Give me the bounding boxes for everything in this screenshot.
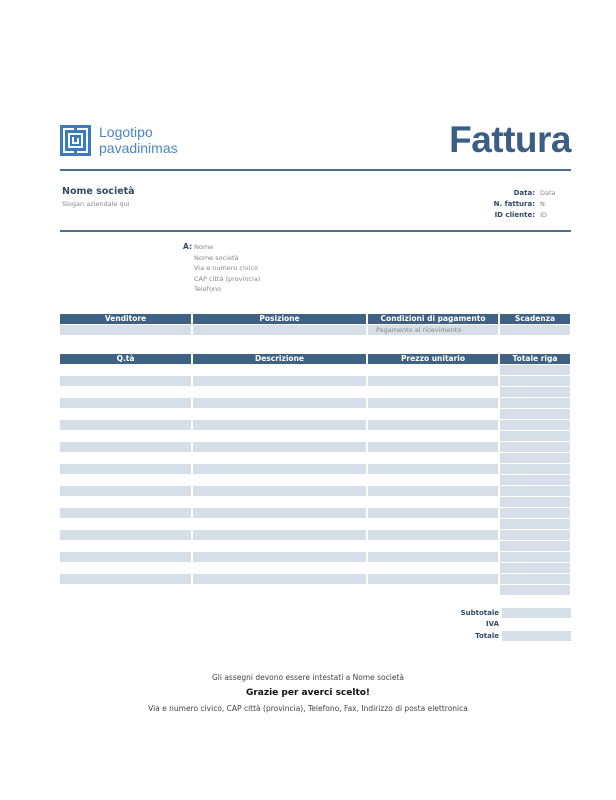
line-total-cell[interactable] — [500, 420, 570, 431]
description-cell[interactable] — [193, 431, 366, 442]
quantity-cell[interactable] — [60, 409, 191, 420]
description-cell[interactable] — [193, 409, 366, 420]
description-cell[interactable] — [193, 475, 366, 486]
col-description: Descrizione — [193, 354, 366, 365]
line-total-cell[interactable] — [500, 519, 570, 530]
unit-price-cell[interactable] — [368, 475, 498, 486]
total-label: Totale — [475, 631, 499, 640]
quantity-cell[interactable] — [60, 387, 191, 398]
due-date-cell[interactable] — [500, 325, 570, 336]
total-value[interactable] — [502, 631, 571, 641]
table-row — [60, 497, 570, 508]
table-row — [60, 431, 570, 442]
table-row — [60, 519, 570, 530]
subtotal-row — [430, 607, 571, 619]
description-cell[interactable] — [193, 530, 366, 541]
recipient-company: Nome società — [194, 253, 239, 262]
total-row — [430, 630, 571, 642]
unit-price-cell[interactable] — [368, 387, 498, 398]
col-payment-terms: Condizioni di pagamento — [368, 314, 498, 325]
description-cell[interactable] — [193, 442, 366, 453]
sales-table — [58, 314, 572, 336]
description-cell[interactable] — [193, 486, 366, 497]
line-total-cell[interactable] — [500, 475, 570, 486]
totals-block — [430, 607, 571, 642]
company-slogan: Slogan aziendale qui — [62, 200, 130, 208]
invoice-meta — [436, 188, 576, 221]
tax-value[interactable] — [502, 619, 571, 629]
quantity-cell[interactable] — [60, 398, 191, 409]
checks-note: Gli assegni devono essere intestati a Nome società — [211, 673, 405, 682]
quantity-cell[interactable] — [60, 453, 191, 464]
unit-price-cell[interactable] — [368, 563, 498, 574]
table-row — [60, 325, 570, 336]
col-position: Posizione — [193, 314, 366, 325]
description-cell[interactable] — [193, 519, 366, 530]
col-quantity: Q.tà — [60, 354, 191, 365]
payment-terms-cell[interactable]: Pagamento al ricevimento — [368, 325, 498, 336]
line-total-cell[interactable] — [500, 497, 570, 508]
description-cell[interactable] — [193, 541, 366, 552]
position-cell[interactable] — [193, 325, 366, 336]
company-name: Nome società — [62, 186, 135, 197]
description-cell[interactable] — [193, 376, 366, 387]
unit-price-cell[interactable] — [368, 530, 498, 541]
description-cell[interactable] — [193, 508, 366, 519]
description-cell[interactable] — [193, 420, 366, 431]
meta-invoice-number — [436, 199, 576, 210]
table-row — [60, 530, 570, 541]
quantity-cell[interactable] — [60, 486, 191, 497]
table-row — [60, 376, 570, 387]
recipient-block — [183, 242, 261, 293]
line-total-cell[interactable] — [500, 486, 570, 497]
quantity-cell[interactable] — [60, 376, 191, 387]
description-cell[interactable] — [193, 398, 366, 409]
logo-line-1: Logotipo — [99, 124, 153, 140]
unit-price-cell[interactable] — [368, 365, 498, 376]
quantity-cell[interactable] — [60, 519, 191, 530]
col-line-total: Totale riga — [500, 354, 570, 365]
meta-customer-id — [436, 210, 576, 221]
quantity-cell[interactable] — [60, 497, 191, 508]
description-cell[interactable] — [193, 585, 366, 596]
quantity-cell[interactable] — [60, 475, 191, 486]
unit-price-cell[interactable] — [368, 541, 498, 552]
line-total-cell[interactable] — [500, 442, 570, 453]
unit-price-cell[interactable] — [368, 431, 498, 442]
quantity-cell[interactable] — [60, 563, 191, 574]
meta-label: ID cliente: — [494, 211, 535, 219]
unit-price-cell[interactable] — [368, 420, 498, 431]
recipient-city: CAP città (provincia) — [194, 274, 261, 283]
table-row — [60, 398, 570, 409]
logo-text — [99, 125, 178, 156]
quantity-cell[interactable] — [60, 552, 191, 563]
table-row — [60, 453, 570, 464]
description-cell[interactable] — [193, 365, 366, 376]
line-total-cell[interactable] — [500, 508, 570, 519]
quantity-cell[interactable] — [60, 431, 191, 442]
unit-price-cell[interactable] — [368, 464, 498, 475]
table-row — [60, 486, 570, 497]
recipient-phone: Telefono — [194, 285, 222, 293]
quantity-cell[interactable] — [60, 442, 191, 453]
table-row — [60, 585, 570, 596]
table-header-row — [60, 314, 570, 325]
tax-row — [430, 619, 571, 631]
quantity-cell[interactable] — [60, 585, 191, 596]
col-vendor: Venditore — [60, 314, 191, 325]
table-row — [60, 508, 570, 519]
line-total-cell[interactable] — [500, 530, 570, 541]
description-cell[interactable] — [193, 574, 366, 585]
subtotal-value[interactable] — [502, 608, 571, 618]
quantity-cell[interactable] — [60, 508, 191, 519]
unit-price-cell[interactable] — [368, 574, 498, 585]
quantity-cell[interactable] — [60, 530, 191, 541]
meta-value: Data — [540, 189, 556, 197]
unit-price-cell[interactable] — [368, 519, 498, 530]
unit-price-cell[interactable] — [368, 486, 498, 497]
description-cell[interactable] — [193, 563, 366, 574]
items-table — [58, 354, 572, 596]
tax-label: IVA — [486, 620, 499, 629]
meta-divider — [60, 230, 571, 232]
table-row — [60, 420, 570, 431]
table-row — [60, 574, 570, 585]
unit-price-cell[interactable] — [368, 508, 498, 519]
line-total-cell[interactable] — [500, 574, 570, 585]
quantity-cell[interactable] — [60, 464, 191, 475]
unit-price-cell[interactable] — [368, 442, 498, 453]
table-row — [60, 365, 570, 376]
meta-value: ID — [540, 211, 547, 219]
unit-price-cell[interactable] — [368, 497, 498, 508]
recipient-street: Via e numero civico — [194, 264, 258, 272]
unit-price-cell[interactable] — [368, 552, 498, 563]
description-cell[interactable] — [193, 552, 366, 563]
description-cell[interactable] — [193, 453, 366, 464]
line-total-cell[interactable] — [500, 552, 570, 563]
meta-date — [436, 188, 576, 199]
quantity-cell[interactable] — [60, 574, 191, 585]
logo-line-2: pavadinimas — [99, 139, 178, 156]
description-cell[interactable] — [193, 387, 366, 398]
line-total-cell[interactable] — [500, 398, 570, 409]
table-row — [60, 563, 570, 574]
quantity-cell[interactable] — [60, 365, 191, 376]
table-row — [60, 552, 570, 563]
line-total-cell[interactable] — [500, 365, 570, 376]
table-row — [60, 409, 570, 420]
page-title: Fattura — [449, 119, 571, 160]
quantity-cell[interactable] — [60, 541, 191, 552]
line-total-cell[interactable] — [500, 409, 570, 420]
line-total-cell[interactable] — [500, 541, 570, 552]
maze-square-icon — [60, 125, 91, 156]
line-total-cell[interactable] — [500, 585, 570, 596]
unit-price-cell[interactable] — [368, 585, 498, 596]
recipient-label: A: — [183, 242, 192, 251]
thank-you-message: Grazie per averci scelto! — [245, 688, 371, 698]
header-divider — [60, 169, 571, 171]
recipient-name: Nome — [194, 243, 214, 251]
items-body — [60, 365, 570, 596]
meta-value: N. — [540, 200, 547, 208]
unit-price-cell[interactable] — [368, 409, 498, 420]
subtotal-label: Subtotale — [460, 608, 499, 617]
company-contact: Via e numero civico, CAP città (provincia), Telefono, Fax, Indirizzo di posta elettronica — [148, 704, 468, 713]
logo-icon — [60, 125, 91, 156]
table-row — [60, 541, 570, 552]
line-total-cell[interactable] — [500, 387, 570, 398]
meta-label: N. fattura: — [493, 200, 535, 208]
unit-price-cell[interactable] — [368, 376, 498, 387]
line-total-cell[interactable] — [500, 431, 570, 442]
vendor-cell[interactable] — [60, 325, 191, 336]
line-total-cell[interactable] — [500, 376, 570, 387]
table-row — [60, 387, 570, 398]
quantity-cell[interactable] — [60, 420, 191, 431]
description-cell[interactable] — [193, 464, 366, 475]
table-header-row — [60, 354, 570, 365]
unit-price-cell[interactable] — [368, 453, 498, 464]
table-row — [60, 442, 570, 453]
meta-label: Data: — [513, 189, 535, 197]
line-total-cell[interactable] — [500, 563, 570, 574]
table-row — [60, 464, 570, 475]
line-total-cell[interactable] — [500, 464, 570, 475]
description-cell[interactable] — [193, 497, 366, 508]
table-row — [60, 475, 570, 486]
unit-price-cell[interactable] — [368, 398, 498, 409]
col-unit-price: Prezzo unitario — [368, 354, 498, 365]
col-due-date: Scadenza — [500, 314, 570, 325]
line-total-cell[interactable] — [500, 453, 570, 464]
